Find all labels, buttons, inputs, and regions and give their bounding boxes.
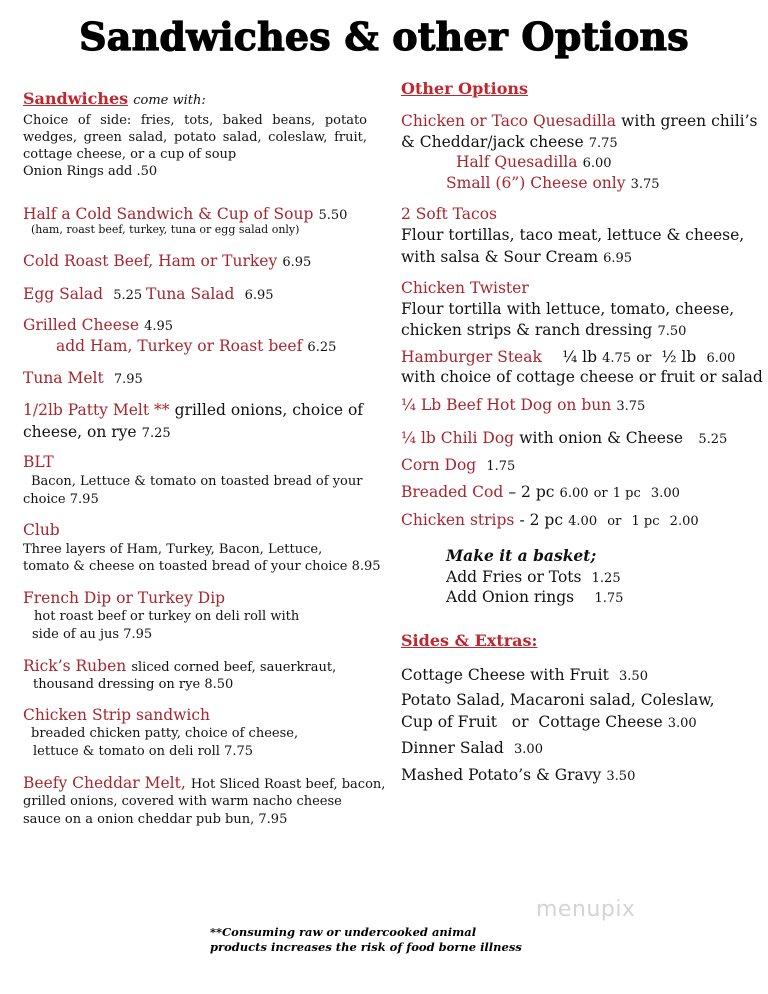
menu-item: ¼ Lb Beef Hot Dog on bun 3.75: [401, 396, 646, 414]
side-item: Potato Salad, Macaroni salad, Coleslaw,: [401, 691, 715, 709]
menu-item-name: Chicken Strip sandwich: [23, 706, 211, 724]
menu-item: Half Quesadilla 6.00: [456, 153, 612, 171]
menu-item: Chicken or Taco Quesadilla with green chili’s: [401, 112, 758, 130]
menu-item: Tuna Melt 7.95: [23, 369, 143, 387]
menu-item: Grilled Cheese 4.95: [23, 316, 174, 334]
menu-item-name: 2 Soft Tacos: [401, 205, 497, 223]
basket-title: Make it a basket;: [446, 546, 597, 565]
sandwiches-header: Sandwiches: [23, 89, 129, 108]
menu-item: Corn Dog 1.75: [401, 456, 516, 474]
menu-item: Rick’s Ruben sliced corned beef, sauerkraut,: [23, 657, 337, 675]
menu-item: Chicken strips - 2 pc 4.00 or 1 pc 2.00: [401, 511, 699, 529]
menu-item: Cold Roast Beef, Ham or Turkey 6.95: [23, 252, 312, 270]
menu-item: ¼ lb Chili Dog with onion & Cheese 5.25: [401, 429, 728, 447]
menu-item: Beefy Cheddar Melt, Hot Sliced Roast beef, bacon,: [23, 774, 386, 792]
sandwiches-header-suffix: come with:: [133, 93, 206, 108]
page-title: Sandwiches & other Options: [79, 14, 689, 59]
side-item: Dinner Salad 3.00: [401, 739, 543, 757]
basket-item: Add Onion rings 1.75: [446, 588, 624, 606]
menu-item: Small (6”) Cheese only 3.75: [446, 174, 660, 192]
menu-item-name: BLT: [23, 453, 54, 471]
side-item: Mashed Potato’s & Gravy 3.50: [401, 766, 636, 784]
other-options-header: Other Options: [401, 79, 529, 98]
watermark-logo: menupix: [536, 897, 636, 922]
menu-item: Half a Cold Sandwich & Cup of Soup 5.50: [23, 205, 348, 223]
sides-header: Sides & Extras:: [401, 631, 538, 650]
footnote: **Consuming raw or undercooked animal products increases the risk of food borne illness: [210, 925, 522, 954]
menu-item-name: Club: [23, 521, 60, 539]
menu-item-name: French Dip or Turkey Dip: [23, 589, 226, 607]
menu-item-note: (ham, roast beef, turkey, tuna or egg salad only): [31, 223, 300, 236]
menu-item: Tuna Salad 6.95: [146, 285, 274, 303]
basket-item: Add Fries or Tots 1.25: [446, 568, 621, 586]
side-item: Cottage Cheese with Fruit 3.50: [401, 666, 648, 684]
menu-item: 1/2lb Patty Melt ** grilled onions, choice of: [23, 401, 364, 419]
menu-item: Breaded Cod – 2 pc 6.00 or 1 pc 3.00: [401, 483, 680, 501]
menu-item: Egg Salad 5.25: [23, 285, 143, 303]
menu-item-name: Chicken Twister: [401, 279, 529, 297]
menu-item: Hamburger Steak ¼ lb 4.75 or ½ lb 6.00: [401, 348, 736, 366]
onion-rings-note: Onion Rings add .50: [23, 164, 158, 179]
menu-item-addon: add Ham, Turkey or Roast beef 6.25: [56, 337, 337, 355]
sides-choice-text: Choice of side: fries, tots, baked beans, potato wedges, green salad, potato salad, coleslaw, fruit, cottage cheese, or a cup of soup: [23, 113, 367, 162]
